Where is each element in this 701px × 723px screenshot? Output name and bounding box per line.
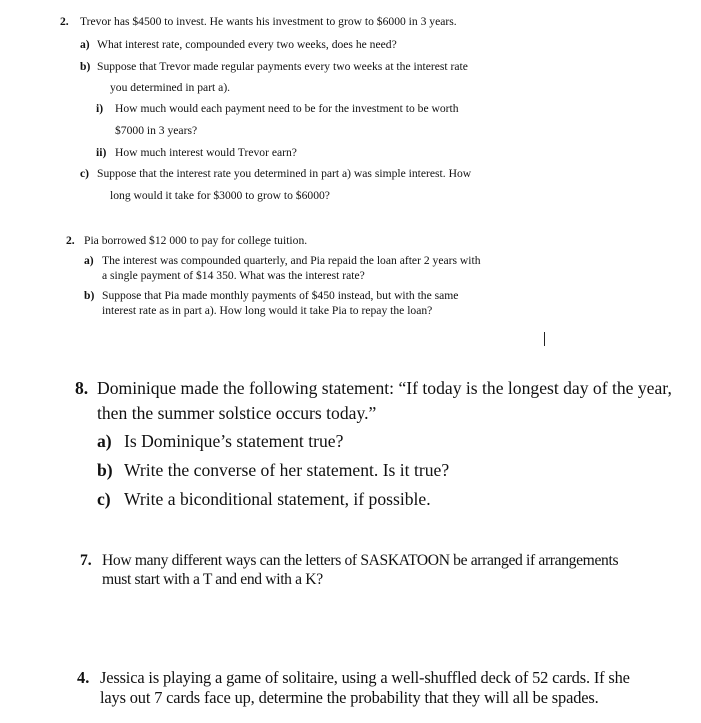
part-label-a: a) (97, 431, 112, 451)
question-number: 2. (60, 15, 69, 28)
subpart-text-ii: How much interest would Trevor earn? (115, 146, 297, 159)
subpart-text-i-line1: How much would each payment need to be for the investment to be worth (115, 102, 459, 115)
subpart-label-ii: ii) (96, 146, 107, 159)
part-text-b-line1: Suppose that Pia made monthly payments of $450 instead, but with the same (102, 289, 459, 302)
question-number: 7. (80, 552, 92, 569)
question-stem-line2: then the summer solstice occurs today.” (97, 403, 377, 423)
part-text-a-line2: a single payment of $14 350. What was the interest rate? (102, 269, 365, 282)
part-label-b: b) (97, 460, 113, 480)
part-text-b-line2: interest rate as in part a). How long would it take Pia to repay the loan? (102, 304, 433, 317)
part-text-b: Write the converse of her statement. Is it true? (124, 460, 450, 480)
question-stem: Pia borrowed $12 000 to pay for college tuition. (84, 234, 308, 247)
part-text-c-line2: long would it take for $3000 to grow to $6000? (110, 189, 330, 202)
question-number: 8. (75, 378, 89, 398)
question-text-line1: How many different ways can the letters of SASKATOON be arranged if arrangements (102, 552, 619, 569)
part-label-c: c) (97, 489, 111, 509)
part-text-a-line1: The interest was compounded quarterly, and Pia repaid the loan after 2 years with (102, 254, 481, 267)
subpart-label-i: i) (96, 102, 104, 115)
subpart-text-i-line2: $7000 in 3 years? (115, 124, 198, 137)
part-text-c-line1: Suppose that the interest rate you determined in part a) was simple interest. How (97, 167, 472, 180)
question-number: 4. (77, 668, 90, 687)
question-text-line1: Jessica is playing a game of solitaire, using a well-shuffled deck of 52 cards. If she (100, 668, 630, 687)
question-stem: Trevor has $4500 to invest. He wants his investment to grow to $6000 in 3 years. (80, 15, 457, 28)
part-text-b-line2: you determined in part a). (110, 81, 231, 94)
part-label-a: a) (84, 254, 94, 267)
question-stem-line1: Dominique made the following statement: “If today is the longest day of the year, (97, 378, 672, 398)
question-text-line2: lays out 7 cards face up, determine the probability that they will all be spades. (100, 688, 599, 707)
part-text-a: What interest rate, compounded every two weeks, does he need? (97, 38, 397, 51)
part-text-c: Write a biconditional statement, if possible. (124, 489, 431, 509)
part-label-b: b) (80, 60, 91, 73)
text-cursor (544, 332, 545, 346)
part-text-b-line1: Suppose that Trevor made regular payments every two weeks at the interest rate (97, 60, 468, 73)
question-text-line2: must start with a T and end with a K? (102, 571, 323, 588)
part-label-c: c) (80, 167, 90, 180)
question-number: 2. (66, 234, 75, 247)
part-text-a: Is Dominique’s statement true? (124, 431, 344, 451)
part-label-b: b) (84, 289, 95, 302)
part-label-a: a) (80, 38, 90, 51)
